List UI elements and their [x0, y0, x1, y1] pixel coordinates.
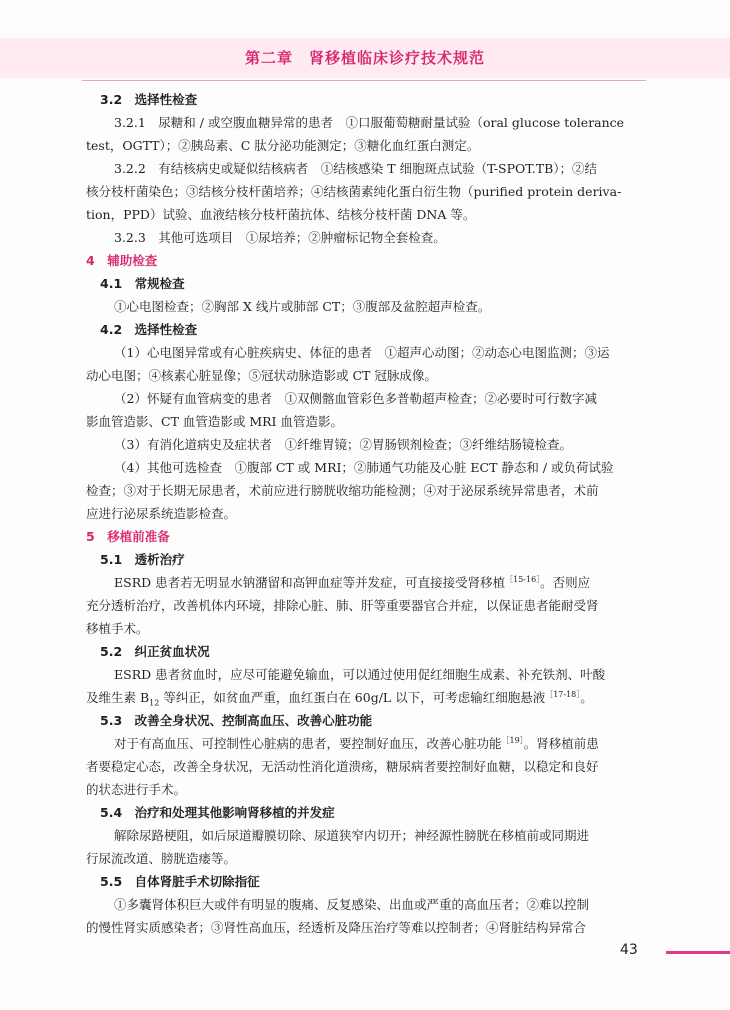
text-line: test，OGTT）；②胰岛素、C 肽分泌功能测定；③糖化血红蛋白测定。: [86, 138, 480, 153]
section-5-5-heading: 5.5 自体肾脏手术切除指征: [100, 874, 260, 889]
citation-ref: ［17-18］: [545, 689, 581, 699]
text-line: 3.2.1 尿糖和 / 或空腹血糖异常的患者 ①口服葡萄糖耐量试验（oral glucose tolerance: [114, 115, 625, 130]
section-5-2-heading: 5.2 纠正贫血状况: [100, 644, 210, 659]
text-line: 移植手术。: [86, 621, 149, 636]
paragraph-4-2-1: [86, 341, 654, 387]
citation-ref: ［15-16］: [505, 574, 541, 584]
section-4-2-heading: 4.2 选择性检查: [100, 322, 198, 337]
section-4-1-heading: 4.1 常规检查: [100, 276, 185, 291]
paragraph-3-2-1: [86, 111, 654, 157]
citation-ref: ［19］: [501, 735, 524, 745]
text-line: 应进行泌尿系统造影检查。: [86, 506, 237, 521]
footer-accent-bar: [666, 951, 730, 954]
text-line: 行尿流改道、膀胱造瘘等。: [86, 851, 237, 866]
text-line: 动心电图；④核素心脏显像；⑤冠状动脉造影或 CT 冠脉成像。: [86, 368, 437, 383]
text-line: 。肾移植前患: [523, 736, 599, 751]
text-line: 者要稳定心态，改善全身状况，无活动性消化道溃疡，糖尿病者要控制好血糖，以稳定和良好: [86, 759, 599, 774]
text-line: ESRD 患者若无明显水钠潴留和高钾血症等并发症，可直接接受肾移植: [114, 575, 506, 590]
paragraph-5-3: [86, 732, 654, 801]
page-number: 43: [620, 942, 638, 958]
header-divider: [82, 80, 646, 81]
paragraph-5-1: [86, 571, 654, 640]
section-5-1-heading: 5.1 透析治疗: [100, 552, 185, 567]
text-line: 的慢性肾实质感染者；③肾性高血压，经透析及降压治疗等难以控制者；④肾脏结构异常合: [86, 920, 587, 935]
paragraph-5-5: [86, 893, 654, 939]
paragraph-4-2-3: （3）有消化道病史及症状者 ①纤维胃镜；②胃肠钡剂检查；③纤维结肠镜检查。: [114, 437, 572, 452]
text-line: 。: [580, 690, 593, 705]
subscript: 12: [149, 698, 160, 708]
section-5-4-heading: 5.4 治疗和处理其他影响肾移植的并发症: [100, 805, 335, 820]
section-3-2-heading: 3.2 选择性检查: [100, 92, 198, 107]
text-line: 。否则应: [540, 575, 591, 590]
text-line: （4）其他可选检查 ①腹部 CT 或 MRI；②肺通气功能及心脏 ECT 静态和 / 或负荷试验: [114, 460, 614, 475]
paragraph-4-2-2: [86, 387, 654, 433]
text-line: 充分透析治疗，改善机体内环境，排除心脏、肺、肝等重要器官合并症，以保证患者能耐受肾: [86, 598, 599, 613]
paragraph-5-2: [86, 663, 654, 709]
paragraph-5-4: [86, 824, 654, 870]
text-line: 核分枝杆菌染色；③结核分枝杆菌培养；④结核菌素纯化蛋白衍生物（purified protein deriva-: [86, 184, 622, 199]
text-line: 解除尿路梗阻，如后尿道瓣膜切除、尿道狭窄内切开；神经源性膀胱在移植前或同期进: [114, 828, 590, 843]
section-5-heading: 5 移植前准备: [86, 529, 170, 544]
paragraph-4-1: ①心电图检查；②胸部 X 线片或肺部 CT；③腹部及盆腔超声检查。: [114, 299, 491, 314]
page-body: [86, 88, 654, 939]
text-line: （2）怀疑有血管病变的患者 ①双侧髂血管彩色多普勒超声检查；②必要时可行数字减: [114, 391, 597, 406]
text-line: 3.2.2 有结核病史或疑似结核病者 ①结核感染 T 细胞斑点试验（T-SPOT.TB）；②结: [114, 161, 598, 176]
text-line: ESRD 患者贫血时，应尽可能避免输血，可以通过使用促红细胞生成素、补充铁剂、叶酸: [114, 667, 606, 682]
text-line: 检查；③对于长期无尿患者，术前应进行膀胱收缩功能检测；④对于泌尿系统异常患者，术前: [86, 483, 599, 498]
text-line: 及维生素 B: [86, 690, 150, 705]
running-header: 第二章 肾移植临床诊疗技术规范: [244, 49, 485, 67]
paragraph-3-2-2: [86, 157, 654, 226]
text-line: ①多囊肾体积巨大或伴有明显的腹痛、反复感染、出血或严重的高血压者；②难以控制: [114, 897, 590, 912]
text-line: tion，PPD）试验、血液结核分枝杆菌抗体、结核分枝杆菌 DNA 等。: [86, 207, 476, 222]
text-line: （1）心电图异常或有心脏疾病史、体征的患者 ①超声心动图；②动态心电图监测；③运: [114, 345, 610, 360]
paragraph-4-2-4: [86, 456, 654, 525]
section-4-heading: 4 辅助检查: [86, 253, 158, 268]
section-5-3-heading: 5.3 改善全身状况、控制高血压、改善心脏功能: [100, 713, 373, 728]
text-line: 对于有高血压、可控制性心脏病的患者，要控制好血压，改善心脏功能: [114, 736, 502, 751]
paragraph-3-2-3: 3.2.3 其他可选项目 ①尿培养；②肿瘤标记物全套检查。: [114, 230, 446, 245]
text-line: 的状态进行手术。: [86, 782, 187, 797]
text-line: 等纠正，如贫血严重，血红蛋白在 60g/L 以下，可考虑输红细胞悬液: [159, 690, 546, 705]
text-line: 影血管造影、CT 血管造影或 MRI 血管造影。: [86, 414, 343, 429]
